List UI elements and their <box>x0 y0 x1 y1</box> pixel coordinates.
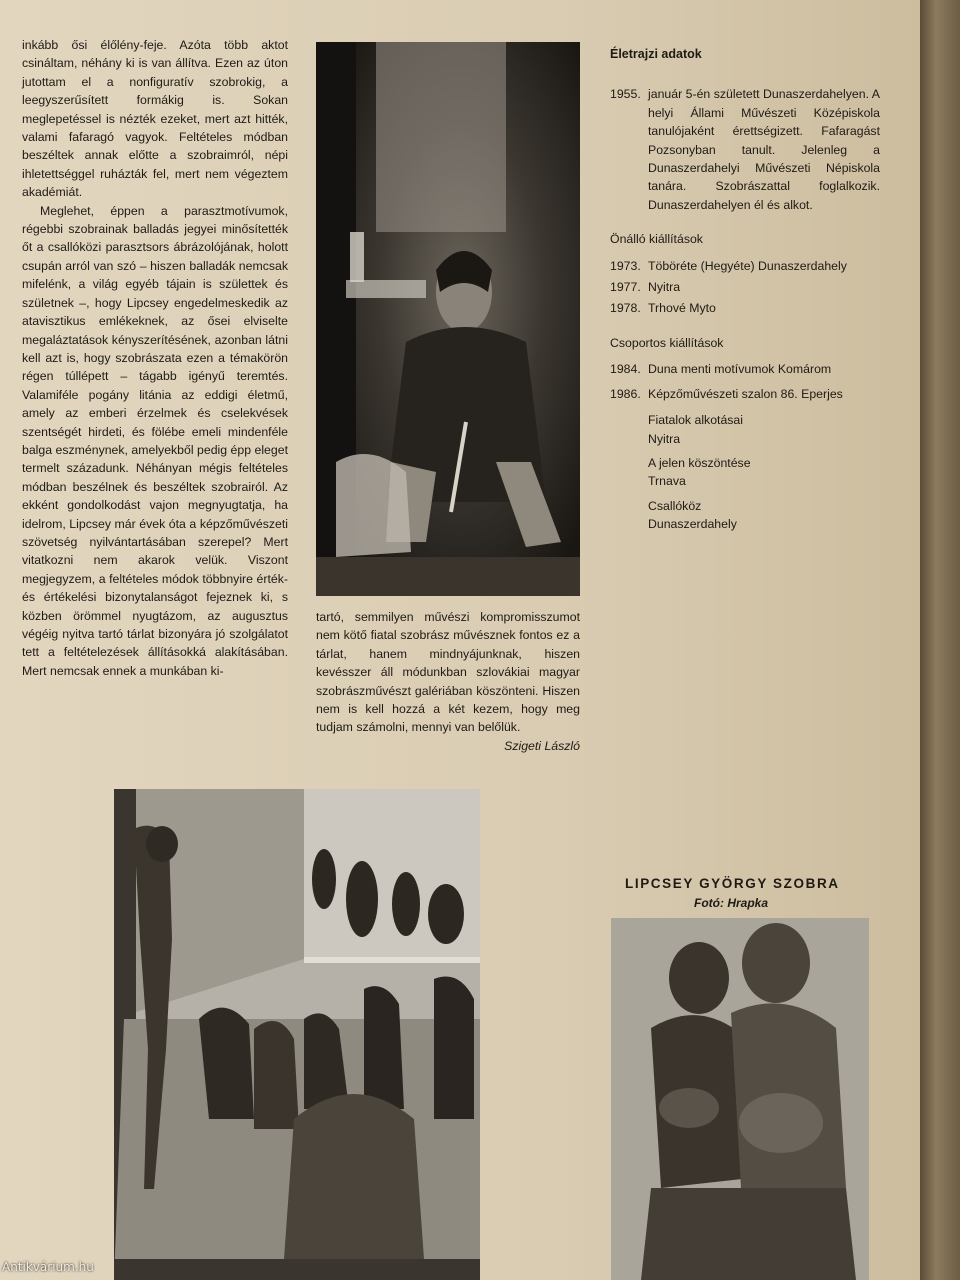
solo-entry <box>610 278 880 296</box>
sculpture-photo <box>611 918 869 1280</box>
gallery-installation-photo <box>114 789 480 1280</box>
article-paragraph-1: inkább ősi élőlény-feje. Azóta több aktot csináltam, néhány ki is van állítva. Ezen az úton jutottam el a nonfiguratív szobrokig, a leegyszerűsített formákig is. Sokan meglepetéssel is nézték ezeket, mert azt hitték, valami fafaragó vagyok. Feltételes módban beszéltek annak előtte a szobraimról, népi ihletettséggel ruházták fel, mert nem végeztem akadémiát. <box>22 38 288 200</box>
photo-credit: Fotó: Hrapka <box>694 896 769 910</box>
biography-heading: Életrajzi adatok <box>610 47 702 61</box>
sculpture-caption-title: LIPCSEY GYÖRGY SZOBRA <box>625 876 840 891</box>
exhibition-place: Nyitra <box>648 431 681 446</box>
entry-year: 1973. <box>610 258 641 273</box>
solo-entry <box>610 257 880 275</box>
exhibition-place: Trnava <box>648 474 686 489</box>
article-paragraph-3: tartó, semmilyen művészi kompromisszumot nem kötő fiatal szobrász művésznek fontos ez a tárlat, hanem mindnyájunknak, hiszen kevésszer áll módunkban szlovákiai magyar szobrászművészt galériában köszönteni. Hiszen nem is kell hozzá a két kezem, hogy meg tudjam számolni, mennyi van belőlük. <box>316 610 580 735</box>
entry-year: 1955. <box>610 87 641 102</box>
page-edge-background <box>920 0 960 1280</box>
entry-year: 1977. <box>610 280 641 295</box>
exhibition-title: A jelen köszöntése <box>648 455 751 470</box>
watermark: Antikvárium.hu <box>2 1260 94 1274</box>
exhibition-place: Dunaszerdahely <box>648 517 737 532</box>
artist-portrait-photo <box>316 42 580 596</box>
group-exhibitions-heading: Csoportos kiállítások <box>610 335 724 350</box>
solo-exhibitions-heading: Önálló kiállítások <box>610 232 703 247</box>
entry-text: Nyitra <box>648 280 681 295</box>
article-signature: Szigeti László <box>504 738 580 753</box>
group-entry <box>648 497 880 534</box>
group-entry <box>610 360 880 378</box>
birth-entry <box>610 85 880 214</box>
article-column-middle <box>316 608 580 755</box>
article-paragraph-2: Meglehet, éppen a parasztmotívumok, régebbi szobrainak balladás jegyei minősítették őt a csallóközi parasztsors ábrázolójának, holott csupán arról van szó – hiszen balladák nemcsak mifelénk, a világ egyéb tájain is születtek és születnek –, hogy Lipcsey engedelmeskedik az atavisztikus emlékeknek, az ősei elviselte megaláztatások kényszerítésének, azonban látni kell azt is, hogy szobrászata ezen a témakörön régen túllépett – tágabb igényű teremtés. Valamiféle pogány litánia az eddigi életmű, amely az emberi érzelmek és cselekvések szentségét hirdeti, és fölébe emeli mindenféle balga eszménynek, amelyekből pedig épp eleget termelt századunk. Néhányan mégis feltételes módban beszélnek és beszéltek szobrairól. Az ekként gondolkodást vajon megnyugtatja, ha idelrom, Lipcsey már évek óta a képzőművészeti szövetség nyilvántartásában szerepel? Mert vitatkozni nem akarok velük. Viszont megjegyzem, a feltételes módok többnyire érték- és értékelési bizonytalanságot fejeznek ki, s közben örömmel nyugtázom, az augusztus végéig nyitva tartó tárlat bizonyára jó szolgálatot tett a feltételezések állításokká alakításában. Mert nemcsak ennek a munkában ki- <box>22 203 288 678</box>
entry-text: Képzőművészeti szalon 86. Eperjes <box>648 386 843 401</box>
biography-panel <box>610 45 880 536</box>
group-entry <box>610 385 880 403</box>
group-entry <box>648 411 880 448</box>
entry-text: január 5-én született Dunaszerdahelyen. A helyi Állami Művészeti Középiskola tanulójaként érettségizett. Fafaragást Pozsonyban tanult. Jelenleg a Dunaszerdahelyi Művészeti Népiskola tanára. Szobrászattal foglalkozik. Dunaszerdahelyen él és alkot. <box>648 87 880 212</box>
solo-entry <box>610 299 880 317</box>
entry-text: Duna menti motívumok Komárom <box>648 362 832 377</box>
entry-year: 1984. <box>610 362 641 377</box>
entry-year: 1978. <box>610 301 641 316</box>
entry-text: Trhové Myto <box>648 301 716 316</box>
article-column-left <box>22 36 288 680</box>
group-entry <box>648 454 880 491</box>
entry-year: 1986. <box>610 386 641 401</box>
exhibition-title: Csallóköz <box>648 498 702 513</box>
exhibition-title: Fiatalok alkotásai <box>648 413 744 428</box>
entry-text: Töböréte (Hegyéte) Dunaszerdahely <box>648 258 847 273</box>
